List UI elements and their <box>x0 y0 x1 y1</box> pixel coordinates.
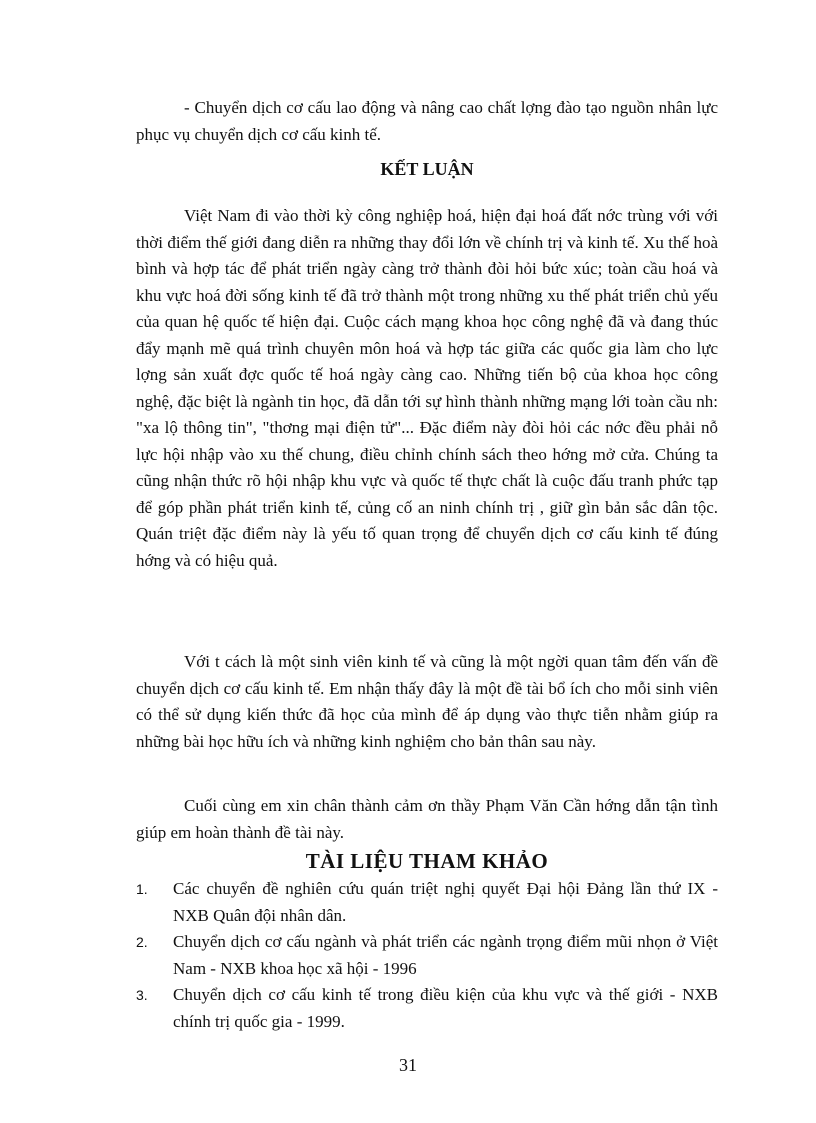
conclusion-paragraph-2: Với t cách là một sinh viên kinh tế và cũng là một ngời quan tâm đến vấn đề chuyển dịch cơ cấu kinh tế. Em nhận thấy đây là một đề tài bổ ích cho mỗi sinh viên có thể sử dụng kiến thức đã học của mình để áp dụng vào thực tiễn nhằm giúp ra những bài học hữu ích và những kinh nghiệm cho bản thân sau này. <box>136 652 718 751</box>
conclusion-heading: KẾT LUẬN <box>380 159 474 179</box>
reference-item <box>136 876 718 929</box>
conclusion-paragraph-1: Việt Nam đi vào thời kỳ công nghiệp hoá, hiện đại hoá đất nớc trùng với với thời điểm thế giới đang diễn ra những thay đổi lớn về chính trị và kinh tế. Xu thế hoà bình và hợp tác để phát triển ngày càng trở thành đòi hỏi bức xúc; toàn cầu hoá và khu vực hoá đời sống kinh tế đã trở thành một trong những xu thế phát triển chủ yếu của quan hệ quốc tế hiện đại. Cuộc cách mạng khoa học công nghệ đã và đang thúc đẩy mạnh mẽ quá trình chuyên môn hoá và hợp tác giữa các quốc gia làm cho lực lợng sản xuất đợc quốc tế hoá ngày càng cao. Những tiến bộ của khoa học công nghệ, đặc biệt là ngành tin học, đã dẫn tới sự hình thành những mạng lới toàn cầu nh: "xa lộ thông tin", "thơng mại điện tử"... Đặc điểm này đòi hỏi các nớc đều phải nỗ lực hội nhập vào xu thế chung, điều chỉnh chính sách theo hớng mở cửa. Chúng ta cũng nhận thức rõ hội nhập khu vực và quốc tế thực chất là cuộc đấu tranh phức tạp để góp phần phát triển kinh tế, củng cố an ninh chính trị , giữ gìn bản sắc dân tộc. Quán triệt đặc điểm này là yếu tố quan trọng để chuyển dịch cơ cấu kinh tế đúng hớng và có hiệu quả. <box>136 206 718 570</box>
references-list <box>136 876 718 1035</box>
reference-item <box>136 929 718 982</box>
reference-number: 1. <box>136 881 148 897</box>
reference-text: Các chuyển đề nghiên cứu quán triệt nghị quyết Đại hội Đảng lần thứ IX - NXB Quân đội nhân dân. <box>173 879 718 925</box>
reference-text: Chuyển dịch cơ cấu kinh tế trong điều kiện của khu vực và thế giới - NXB chính trị quốc gia - 1999. <box>173 985 718 1031</box>
intro-paragraph: - Chuyển dịch cơ cấu lao động và nâng cao chất lợng đào tạo nguồn nhân lực phục vụ chuyển dịch cơ cấu kinh tế. <box>136 98 718 144</box>
reference-number: 2. <box>136 934 148 950</box>
reference-item <box>136 982 718 1035</box>
conclusion-paragraph-3: Cuối cùng em xin chân thành cảm ơn thầy Phạm Văn Cần hớng dẫn tận tình giúp em hoàn thành đề tài này. <box>136 796 718 842</box>
reference-number: 3. <box>136 987 148 1003</box>
page-number: 31 <box>399 1055 417 1075</box>
references-heading: TÀI LIỆU THAM KHẢO <box>305 849 549 873</box>
reference-text: Chuyển dịch cơ cấu ngành và phát triển các ngành trọng điểm mũi nhọn ở Việt Nam - NXB khoa học xã hội - 1996 <box>173 932 718 978</box>
